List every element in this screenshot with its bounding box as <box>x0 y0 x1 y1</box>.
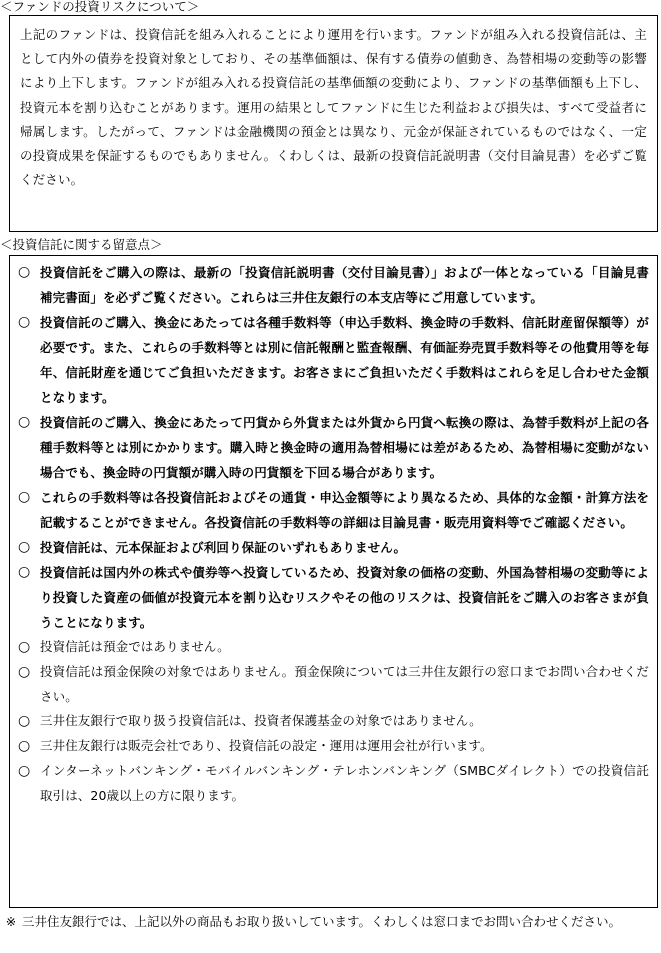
note-item <box>18 485 649 535</box>
note-item <box>18 260 649 310</box>
risk-description-box <box>9 15 658 232</box>
circle-bullet-icon: ○ <box>18 314 31 330</box>
notes-section-heading: ＜投資信託に関する留意点＞ <box>0 237 163 252</box>
note-item-text: 投資信託は、元本保証および利回り保証のいずれもありません。 <box>40 540 407 555</box>
notes-box <box>9 255 658 908</box>
circle-bullet-icon: ○ <box>18 738 31 754</box>
note-item <box>18 759 649 808</box>
circle-bullet-icon: ○ <box>18 664 31 680</box>
circle-bullet-icon: ○ <box>18 414 31 430</box>
note-item <box>18 535 649 560</box>
note-item <box>18 635 649 660</box>
footnote-mark: ※ <box>5 914 17 929</box>
note-item-text: 三井住友銀行は販売会社であり、投資信託の設定・運用は運用会社が行います。 <box>40 738 493 753</box>
note-item <box>18 410 649 485</box>
risk-section-heading: ＜ファンドの投資リスクについて＞ <box>0 0 200 14</box>
note-item-text: 投資信託をご購入の際は、最新の「投資信託説明書（交付目論見書）」および一体となっている「目論見書補完書面」を必ずご覧ください。これらは三井住友銀行の本支店等にご用意しています。 <box>40 265 649 305</box>
circle-bullet-icon: ○ <box>18 713 31 729</box>
note-item-text: 投資信託は預金保険の対象ではありません。預金保険については三井住友銀行の窓口までお問い合わせください。 <box>40 664 649 704</box>
note-item-text: これらの手数料等は各投資信託およびその通貨・申込金額等により異なるため、具体的な金額・計算方法を記載することができません。各投資信託の手数料等の詳細は目論見書・販売用資料等でご確認ください。 <box>40 490 649 530</box>
note-item <box>18 734 649 759</box>
note-item-text: 投資信託のご購入、換金にあたって円貨から外貨または外貨から円貨へ転換の際は、為替手数料が上記の各種手数料等とは別にかかります。購入時と換金時の適用為替相場には差があるため、為替相場に変動がない場合でも、換金時の円貨額が購入時の円貨額を下回る場合があります。 <box>40 415 649 480</box>
note-item <box>18 560 649 635</box>
note-item-text: 投資信託は預金ではありません。 <box>40 639 230 654</box>
circle-bullet-icon: ○ <box>18 639 31 655</box>
circle-bullet-icon: ○ <box>18 264 31 280</box>
note-item-text: 投資信託のご購入、換金にあたっては各種手数料等（申込手数料、換金時の手数料、信託財産留保額等）が必要です。また、これらの手数料等とは別に信託報酬と監査報酬、有価証券売買手数料等その他費用等を毎年、信託財産を通じてご負担いただきます。お客さまにご負担いただく手数料はこれらを足し合わせた金額となります。 <box>40 315 649 405</box>
note-item-text: 三井住友銀行で取り扱う投資信託は、投資者保護基金の対象ではありません。 <box>40 713 482 728</box>
footnote-text: 三井住友銀行では、上記以外の商品もお取り扱いしています。くわしくは窓口までお問い合わせください。 <box>22 914 622 929</box>
general-notes-list <box>18 635 649 808</box>
note-item <box>18 310 649 410</box>
footnote <box>0 910 661 933</box>
circle-bullet-icon: ○ <box>18 489 31 505</box>
note-item <box>18 660 649 709</box>
note-item-text: 投資信託は国内外の株式や債券等へ投資しているため、投資対象の価格の変動、外国為替相場の変動等により投資した資産の価値が投資元本を割り込むリスクやその他のリスクは、投資信託をご購入のお客さまが負うことになります。 <box>40 565 649 630</box>
circle-bullet-icon: ○ <box>18 763 31 779</box>
note-item-text: インターネットバンキング・モバイルバンキング・テレホンバンキング（SMBCダイレクト）での投資信託取引は、20歳以上の方に限ります。 <box>40 763 649 803</box>
risk-description-text: 上記のファンドは、投資信託を組み入れることにより運用を行います。ファンドが組み入れる投資信託は、主として内外の債券を投資対象としており、その基準価額は、保有する債券の値動き、為替相場の変動等の影響により上下します。ファンドが組み入れる投資信託の基準価額の変動により、ファンドの基準価額も上下し、投資元本を割り込むことがあります。運用の結果としてファンドに生じた利益および損失は、すべて受益者に帰属します。したがって、ファンドは金融機関の預金とは異なり、元金が保証されているものではなく、一定の投資成果を保証するものでもありません。くわしくは、最新の投資信託説明書（交付目論見書）を必ずご覧ください。 <box>20 27 647 188</box>
important-notes-list <box>18 260 649 635</box>
circle-bullet-icon: ○ <box>18 564 31 580</box>
circle-bullet-icon: ○ <box>18 539 31 555</box>
note-item <box>18 709 649 734</box>
